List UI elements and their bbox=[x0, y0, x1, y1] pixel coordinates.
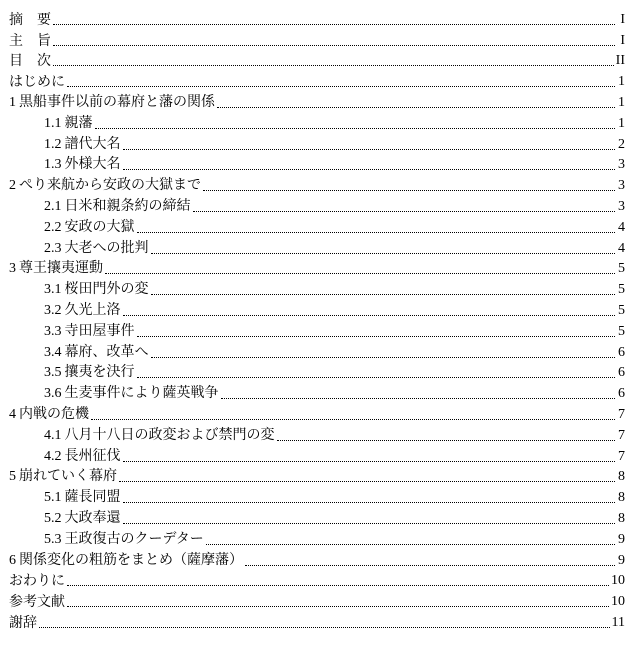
dot-leader bbox=[193, 211, 616, 212]
toc-entry-title bbox=[9, 74, 65, 90]
toc-entry-number: 3.1 bbox=[44, 282, 62, 298]
toc-entry-number: 3.5 bbox=[44, 365, 62, 381]
toc-entry-page: 6 bbox=[618, 386, 625, 402]
toc-entry-page: 3 bbox=[618, 198, 625, 214]
toc-entry-title bbox=[9, 12, 51, 28]
toc-entry-page: II bbox=[615, 53, 625, 69]
toc-entry-text: 久光上洛 bbox=[64, 301, 121, 318]
toc-entry-text: 日米和親条約の締結 bbox=[64, 197, 191, 214]
toc-entry-page: 9 bbox=[618, 552, 625, 568]
toc-entry[interactable] bbox=[0, 569, 631, 590]
toc-entry-title bbox=[44, 385, 219, 402]
toc-entry-page: 8 bbox=[618, 490, 625, 506]
toc-entry-text: 内戦の危機 bbox=[19, 405, 89, 422]
dot-leader bbox=[221, 398, 616, 399]
toc-entry[interactable] bbox=[0, 361, 631, 382]
toc-entry[interactable] bbox=[0, 381, 631, 402]
toc-entry-number: 2.2 bbox=[44, 219, 62, 235]
toc-entry[interactable] bbox=[0, 194, 631, 215]
toc-entry-text: 尊王攘夷運動 bbox=[19, 260, 103, 277]
toc-entry-text: 幕府、改革へ bbox=[64, 343, 149, 360]
toc-entry-title bbox=[44, 198, 191, 215]
toc-entry-text: はじめに bbox=[9, 74, 65, 91]
dot-leader bbox=[217, 107, 615, 108]
toc-entry-text: 外様大名 bbox=[64, 156, 121, 173]
toc-entry-text: 大老への批判 bbox=[64, 239, 149, 256]
toc-entry-text: 桜田門外の変 bbox=[64, 281, 149, 298]
toc-entry-page: 5 bbox=[618, 302, 625, 318]
toc-entry-number: 1.1 bbox=[44, 115, 62, 131]
toc-entry-text: 大政奉還 bbox=[64, 509, 121, 526]
dot-leader bbox=[123, 461, 616, 462]
toc-entry-number: 4.2 bbox=[44, 448, 62, 464]
toc-entry-page: 8 bbox=[618, 510, 625, 526]
toc-entry[interactable] bbox=[0, 49, 631, 70]
toc-entry-page: 2 bbox=[618, 136, 625, 152]
toc-entry[interactable] bbox=[0, 527, 631, 548]
toc-entry-number: 1.3 bbox=[44, 157, 62, 173]
toc-entry-number: 2.1 bbox=[44, 198, 62, 214]
toc-entry-number: 4.1 bbox=[44, 427, 62, 443]
toc-entry-text: 攘夷を決行 bbox=[64, 364, 135, 381]
toc-entry-title bbox=[9, 573, 65, 589]
toc-entry[interactable] bbox=[0, 7, 631, 28]
toc-entry-number: 5 bbox=[9, 469, 16, 485]
toc-entry[interactable] bbox=[0, 423, 631, 444]
toc-entry-title bbox=[44, 115, 93, 132]
dot-leader bbox=[53, 24, 615, 25]
toc-entry-page: 3 bbox=[618, 157, 625, 173]
dot-leader bbox=[91, 419, 615, 420]
toc-entry-text: 親藩 bbox=[64, 114, 93, 131]
toc-entry-number: 3.3 bbox=[44, 323, 62, 339]
toc-entry-title bbox=[9, 594, 65, 610]
toc-entry-page: 5 bbox=[618, 323, 625, 339]
toc-entry-number: 5.1 bbox=[44, 490, 62, 506]
toc-entry-page: 9 bbox=[618, 531, 625, 547]
toc-entry-number: 2.3 bbox=[44, 240, 62, 256]
toc-entry-number: 3.2 bbox=[44, 302, 62, 318]
dot-leader bbox=[137, 377, 616, 378]
toc-entry[interactable] bbox=[0, 548, 631, 569]
toc-entry-number: 1.2 bbox=[44, 136, 62, 152]
toc-entry-page: 11 bbox=[611, 614, 625, 630]
toc-entry-page: 10 bbox=[611, 594, 625, 610]
toc-entry-page: 4 bbox=[618, 240, 625, 256]
dot-leader bbox=[123, 315, 616, 316]
toc-entry-text: 安政の大獄 bbox=[64, 218, 135, 235]
toc-entry-title bbox=[9, 468, 117, 485]
toc-entry[interactable] bbox=[0, 69, 631, 90]
toc-entry-title bbox=[44, 302, 121, 319]
toc-entry-page: I bbox=[620, 32, 625, 48]
toc-entry-text: 参考文献 bbox=[9, 594, 65, 611]
toc-entry-page: 1 bbox=[618, 74, 625, 90]
toc-entry-title bbox=[9, 260, 103, 277]
dot-leader bbox=[151, 253, 616, 254]
dot-leader bbox=[137, 232, 616, 233]
toc-entry[interactable] bbox=[0, 257, 631, 278]
dot-leader bbox=[105, 273, 615, 274]
toc-entry-title bbox=[9, 177, 201, 194]
toc-entry-text: 主 旨 bbox=[9, 32, 51, 49]
toc-entry-title bbox=[9, 94, 215, 111]
toc-entry-page: I bbox=[620, 11, 625, 27]
toc-entry-text: 生麦事件により薩英戦争 bbox=[64, 385, 219, 402]
toc-entry-page: 1 bbox=[618, 94, 625, 110]
toc-entry-number: 3.6 bbox=[44, 386, 62, 402]
toc-entry-title bbox=[44, 364, 135, 381]
toc-entry-text: 黒船事件以前の幕府と藩の関係 bbox=[19, 93, 215, 110]
toc-entry-title bbox=[44, 136, 121, 153]
toc-entry-title bbox=[44, 240, 149, 257]
dot-leader bbox=[123, 149, 616, 150]
toc-entry-text: 譜代大名 bbox=[64, 135, 121, 152]
dot-leader bbox=[67, 606, 609, 607]
toc-entry-page: 6 bbox=[618, 365, 625, 381]
dot-leader bbox=[203, 190, 615, 191]
dot-leader bbox=[206, 544, 615, 545]
toc-entry-number: 6 bbox=[9, 552, 16, 568]
toc-entry[interactable] bbox=[0, 485, 631, 506]
toc-entry-page: 8 bbox=[618, 469, 625, 485]
toc-entry-number: 5.2 bbox=[44, 510, 62, 526]
toc-entry-page: 1 bbox=[618, 115, 625, 131]
toc-entry[interactable] bbox=[0, 465, 631, 486]
toc-entry-text: 崩れていく幕府 bbox=[19, 468, 117, 485]
toc-entry-text: 目 次 bbox=[9, 53, 51, 70]
toc-entry-text: 長州征伐 bbox=[64, 447, 121, 464]
dot-leader bbox=[245, 565, 615, 566]
toc-entry-title bbox=[9, 33, 51, 49]
toc-entry[interactable] bbox=[0, 277, 631, 298]
toc-entry-number: 4 bbox=[9, 406, 16, 422]
toc-entry[interactable] bbox=[0, 319, 631, 340]
toc-entry-number: 5.3 bbox=[44, 531, 62, 547]
toc-entry[interactable] bbox=[0, 132, 631, 153]
dot-leader bbox=[151, 294, 616, 295]
toc-entry-text: 王政復古のクーデター bbox=[64, 530, 204, 547]
toc-entry-number: 3.4 bbox=[44, 344, 62, 360]
toc-entry-title bbox=[9, 552, 243, 569]
dot-leader bbox=[95, 128, 616, 129]
toc-entry-title bbox=[44, 219, 135, 236]
toc-entry-number: 1 bbox=[9, 94, 16, 110]
toc-entry[interactable] bbox=[0, 444, 631, 465]
toc-entry-title bbox=[9, 53, 51, 69]
toc-entry-page: 3 bbox=[618, 178, 625, 194]
dot-leader bbox=[137, 336, 616, 337]
dot-leader bbox=[123, 169, 616, 170]
dot-leader bbox=[277, 440, 616, 441]
dot-leader bbox=[123, 523, 616, 524]
toc-entry-page: 5 bbox=[618, 282, 625, 298]
toc-entry-page: 7 bbox=[618, 427, 625, 443]
toc-entry[interactable] bbox=[0, 153, 631, 174]
toc-entry-page: 4 bbox=[618, 219, 625, 235]
toc-entry[interactable] bbox=[0, 90, 631, 111]
toc-entry-title bbox=[44, 156, 121, 173]
toc-entry-page: 5 bbox=[618, 261, 625, 277]
toc-entry-number: 3 bbox=[9, 261, 16, 277]
toc-entry[interactable] bbox=[0, 28, 631, 49]
toc-entry-text: 寺田屋事件 bbox=[64, 322, 135, 339]
toc-entry-title bbox=[44, 427, 275, 444]
toc-entry[interactable] bbox=[0, 340, 631, 361]
dot-leader bbox=[39, 627, 610, 628]
toc-entry-text: 八月十八日の政変および禁門の変 bbox=[64, 426, 275, 443]
toc-entry-title bbox=[44, 448, 121, 465]
toc-entry[interactable] bbox=[0, 506, 631, 527]
dot-leader bbox=[67, 86, 615, 87]
dot-leader bbox=[123, 502, 616, 503]
toc-entry-page: 7 bbox=[618, 406, 625, 422]
toc-entry-number: 2 bbox=[9, 178, 16, 194]
toc-entry-text: ぺり来航から安政の大獄まで bbox=[19, 177, 201, 194]
toc-entry[interactable] bbox=[0, 610, 631, 631]
dot-leader bbox=[53, 45, 615, 46]
toc-entry-text: おわりに bbox=[9, 573, 65, 590]
dot-leader bbox=[151, 357, 616, 358]
toc-entry[interactable] bbox=[0, 173, 631, 194]
toc-entry-page: 10 bbox=[611, 573, 625, 589]
toc-entry[interactable] bbox=[0, 298, 631, 319]
toc-entry[interactable] bbox=[0, 589, 631, 610]
toc-entry[interactable] bbox=[0, 402, 631, 423]
toc-entry-title bbox=[44, 510, 121, 527]
toc-entry[interactable] bbox=[0, 236, 631, 257]
toc-entry-title bbox=[44, 281, 149, 298]
dot-leader bbox=[53, 65, 614, 66]
toc-entry-text: 摘 要 bbox=[9, 11, 51, 28]
toc-entry-page: 6 bbox=[618, 344, 625, 360]
toc-entry-text: 謝辞 bbox=[9, 614, 37, 631]
toc-entry-title bbox=[44, 323, 135, 340]
toc-entry-page: 7 bbox=[618, 448, 625, 464]
toc-entry[interactable] bbox=[0, 111, 631, 132]
toc-entry-title bbox=[44, 344, 149, 361]
dot-leader bbox=[119, 481, 615, 482]
toc-entry-title bbox=[9, 406, 89, 423]
dot-leader bbox=[67, 585, 609, 586]
toc-entry-title bbox=[44, 489, 121, 506]
toc-entry-title bbox=[9, 615, 37, 631]
toc-entry[interactable] bbox=[0, 215, 631, 236]
toc-entry-text: 関係変化の粗筋をまとめ（薩摩藩） bbox=[19, 551, 243, 568]
toc-entry-title bbox=[44, 531, 204, 548]
toc-entry-text: 薩長同盟 bbox=[64, 489, 121, 506]
